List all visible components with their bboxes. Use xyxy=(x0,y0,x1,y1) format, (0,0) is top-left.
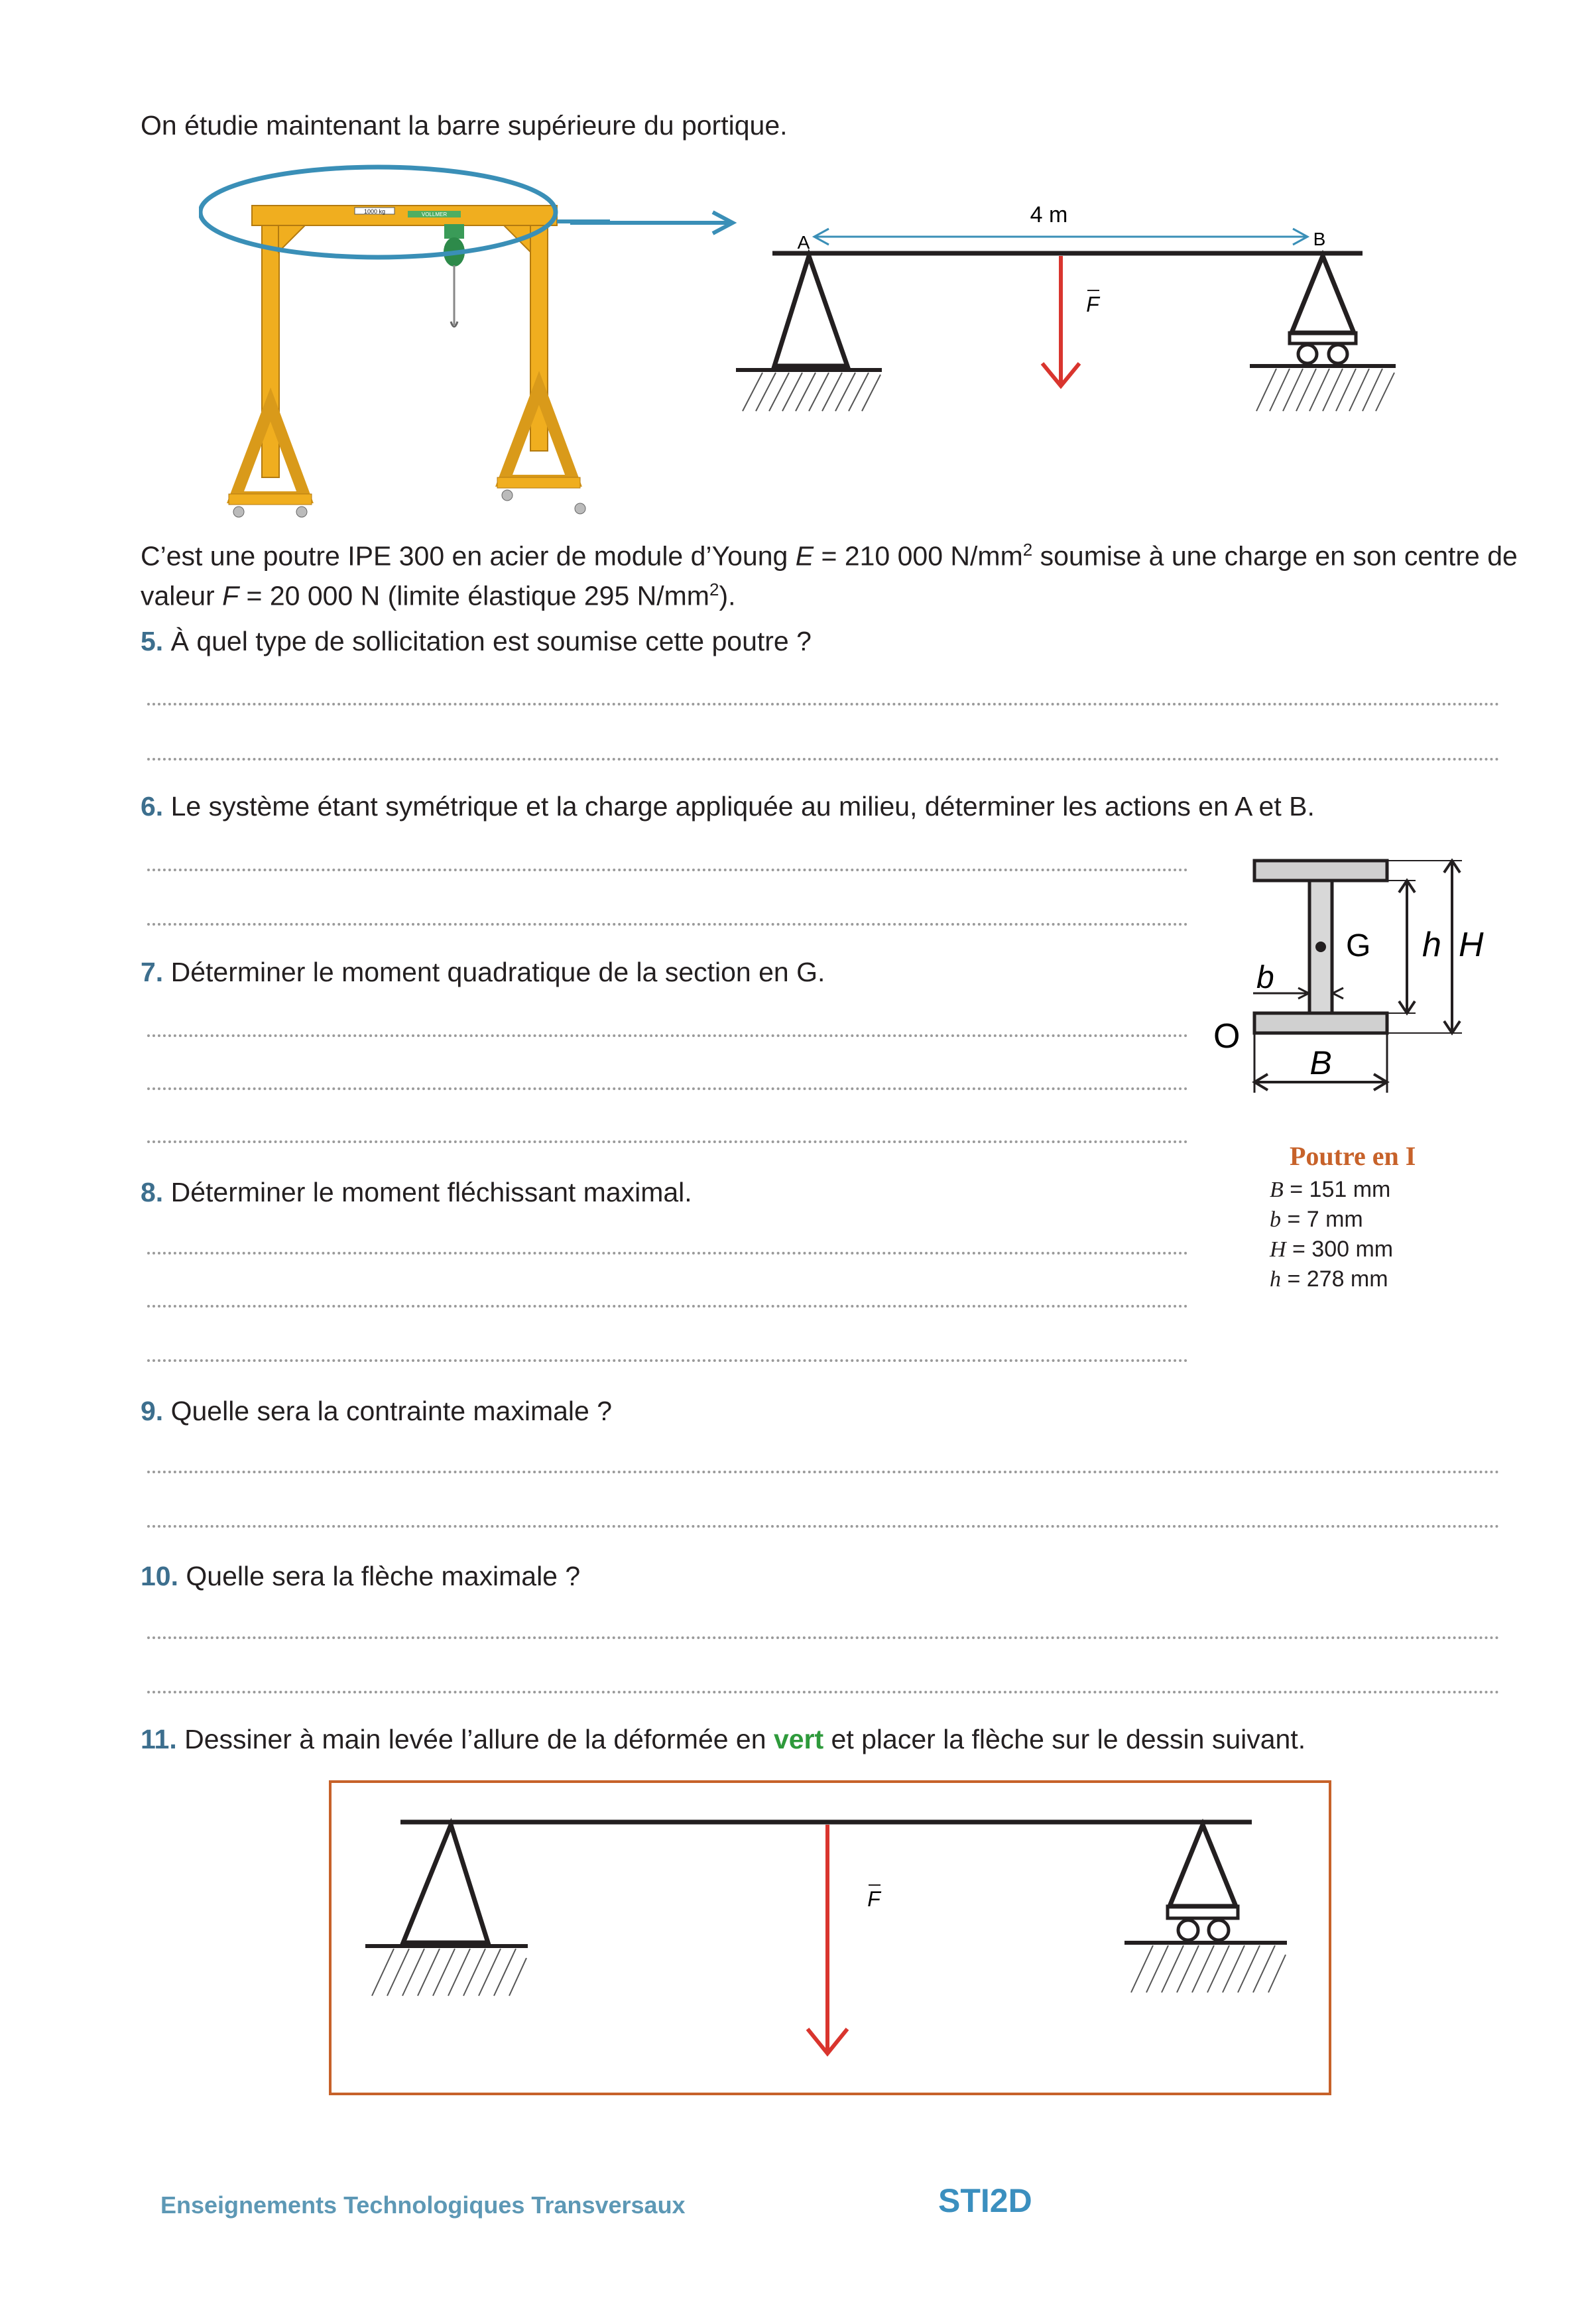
gantry-crane-illustration xyxy=(199,153,610,537)
spec-H: H = 300 mm xyxy=(1270,1237,1394,1262)
answer-line[interactable] xyxy=(147,1305,1188,1308)
question-6: 6. Le système étant symétrique et la charge appliquée au milieu, déterminer les actions en A et B. xyxy=(141,791,1315,822)
spec-h: h = 278 mm xyxy=(1270,1266,1388,1292)
label-h: h xyxy=(1422,926,1441,964)
question-10: 10. Quelle sera la flèche maximale ? xyxy=(141,1561,581,1591)
label-b: b xyxy=(1256,960,1274,995)
answer-line[interactable] xyxy=(147,923,1188,926)
span-label: 4 m xyxy=(1030,202,1068,227)
footer-course-title: Enseignements Technologiques Transversaux xyxy=(160,2191,686,2219)
answer-line[interactable] xyxy=(147,1636,1500,1639)
force-label-top: F xyxy=(1086,292,1099,316)
answer-line[interactable] xyxy=(147,1140,1188,1143)
beam-description: C’est une poutre IPE 300 en acier de module d’Young E = 210 000 $N/mm^2$ soumise à une charge en son centre de valeur F = 20 000 N (limite élastique 295 $N/mm^2$). xyxy=(141,540,1518,611)
question-7: 7. Déterminer le moment quadratique de la section en G. xyxy=(141,957,825,987)
label-G: G xyxy=(1346,928,1371,963)
answer-line[interactable] xyxy=(147,1034,1188,1037)
answer-line[interactable] xyxy=(147,1252,1188,1254)
crane-brand-label: VOLLMER xyxy=(421,212,448,217)
answer-line[interactable] xyxy=(147,1359,1188,1362)
label-B: B xyxy=(1309,1044,1332,1081)
spec-B: B = 151 mm xyxy=(1270,1177,1391,1202)
section-title: Poutre en I xyxy=(1290,1141,1416,1171)
force-label-bottom: F xyxy=(867,1887,880,1911)
beam-diagram-top xyxy=(729,192,1432,431)
link-arrow xyxy=(570,210,743,236)
label-H: H xyxy=(1459,926,1484,964)
answer-line[interactable] xyxy=(147,1471,1500,1473)
question-9: 9. Quelle sera la contrainte maximale ? xyxy=(141,1396,613,1426)
label-O: O xyxy=(1213,1017,1241,1056)
answer-line[interactable] xyxy=(147,1087,1188,1090)
question-8: 8. Déterminer le moment fléchissant maximal. xyxy=(141,1177,692,1207)
question-5: 5. À quel type de sollicitation est soumise cette poutre ? xyxy=(141,626,812,656)
answer-line[interactable] xyxy=(147,869,1188,871)
answer-line[interactable] xyxy=(147,1525,1500,1528)
answer-line[interactable] xyxy=(147,703,1500,705)
i-beam-section-diagram xyxy=(1213,849,1492,1114)
crane-plate-label: 1000 kg xyxy=(363,208,386,215)
question-11: 11. Dessiner à main levée l’allure de la déformée en vert et placer la flèche sur le dessin suivant. xyxy=(141,1724,1306,1754)
answer-line[interactable] xyxy=(147,758,1500,761)
point-a-label: A xyxy=(797,232,810,253)
spec-b: b = 7 mm xyxy=(1270,1207,1363,1232)
deformation-drawing-frame[interactable] xyxy=(329,1780,1331,2095)
footer-section-code: STI2D xyxy=(938,2182,1032,2219)
point-b-label: B xyxy=(1313,229,1326,249)
intro-text: On étudie maintenant la barre supérieure du portique. xyxy=(141,110,788,141)
answer-line[interactable] xyxy=(147,1691,1500,1693)
